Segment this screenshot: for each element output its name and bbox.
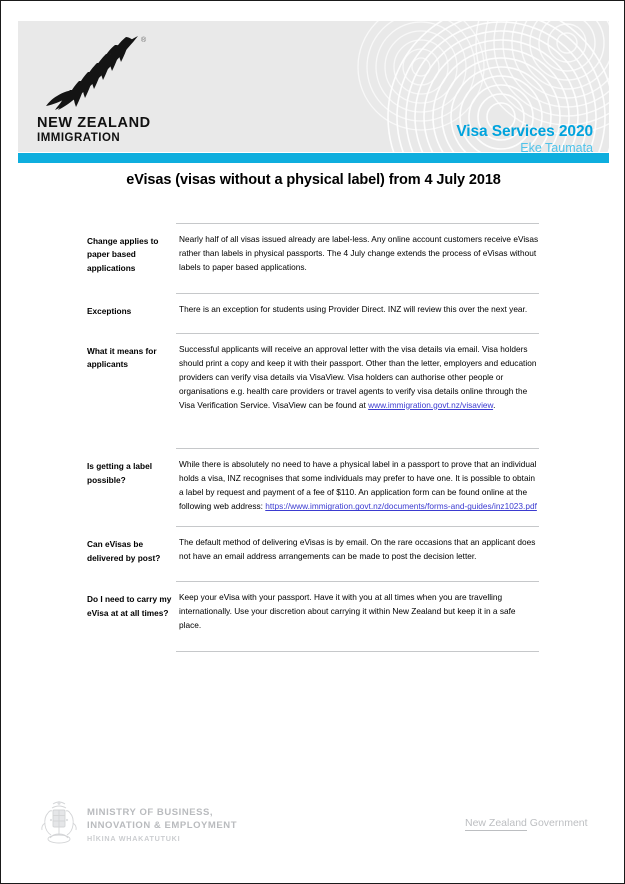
row-body-text: Keep your eVisa with your passport. Have it with you at all times when you are travelling internationally. Use your discretion about carrying it within New Zealand but keep it in a safe place. — [179, 592, 516, 630]
nz-immigration-logo — [36, 31, 176, 151]
nzgovt-underlined-text: New Zealand — [465, 817, 527, 829]
logo-text-immigration: IMMIGRATION — [37, 132, 121, 144]
row-spacer — [87, 412, 539, 448]
accent-rule — [18, 153, 609, 163]
row-spacer — [87, 275, 539, 293]
row-label: Is getting a label possible? — [87, 461, 153, 485]
table-row — [87, 333, 539, 413]
row-spacer — [87, 319, 539, 333]
row-label: Exceptions — [87, 306, 132, 317]
table-row — [87, 581, 539, 633]
brand-title: Visa Services 2020 — [456, 123, 593, 140]
row-body-text-before-link: Successful applicants will receive an approval letter with the visa details via email. Visa holders should print a copy and keep it with their passport. Other than the letter, employers and education providers can verify visa details via VisaView. Visa holders can authorise other people or organisations e.g. health care providers or travel agents to verify visa details online through the Visa Verification Service. VisaView can be found at — [179, 343, 537, 410]
row-body-text: There is an exception for students using Provider Direct. INZ will review this over the next year. — [179, 304, 528, 315]
row-spacer — [87, 514, 539, 526]
table-row — [87, 526, 539, 565]
row-body-text — [179, 458, 539, 514]
nz-coat-of-arms-icon — [39, 799, 79, 847]
silver-fern-icon — [42, 33, 142, 111]
mbie-line-3: HĪKINA WHAKATUTUKI — [87, 833, 181, 843]
registered-trademark-icon: ® — [141, 37, 147, 44]
visa-services-brand — [456, 123, 593, 152]
mbie-line-2: INNOVATION & EMPLOYMENT — [87, 820, 238, 832]
row-body — [176, 333, 539, 413]
logo-text-new-zealand: NEW ZEALAND — [37, 115, 151, 131]
table-row — [87, 448, 539, 514]
row-body-text-after-link: . — [493, 399, 496, 410]
mbie-line-1: MINISTRY OF BUSINESS, — [87, 807, 214, 818]
inz1023-form-link[interactable]: https://www.immigration.govt.nz/documents/forms-and-guides/inz1023.pdf — [265, 501, 537, 512]
row-body-text: Nearly half of all visas issued already are label-less. Any online account customers receive eVisas rather than labels in physical passports. The 4 July change extends the process of eVisas without labels to paper based applications. — [179, 234, 539, 272]
row-spacer — [87, 633, 539, 651]
mbie-logo — [39, 799, 237, 847]
brand-subtitle: Eke Taumata — [520, 141, 593, 152]
page-title: eVisas (visas without a physical label) from 4 July 2018 — [126, 172, 501, 188]
row-body — [176, 448, 539, 514]
row-label: Can eVisas be delivered by post? — [87, 539, 161, 563]
row-label: Change applies to paper based applications — [87, 236, 159, 273]
row-body — [176, 223, 539, 275]
table-closing-rule — [176, 651, 539, 652]
table-row — [87, 223, 539, 275]
nz-government-logo — [465, 817, 588, 829]
nzgovt-plain-text: Government — [526, 817, 588, 829]
table-row — [87, 293, 539, 318]
row-body-text-before-link: While there is absolutely no need to have a physical label in a passport to prove that an individual holds a visa, INZ recognises that some individuals may prefer to have one. It is possible to obtain a label by request and payment of a fee of $110. An application form can be found online at the following web address: — [179, 459, 537, 512]
row-label: What it means for applicants — [87, 345, 157, 370]
content-table — [87, 223, 539, 652]
row-body — [176, 581, 539, 633]
visaview-link[interactable]: www.immigration.govt.nz/visaview — [368, 399, 494, 410]
row-body-text: The default method of delivering eVisas is by email. On the rare occasions that an applicant does not have an email address arrangements can be made to post the decision letter. — [179, 537, 536, 562]
row-body — [176, 293, 539, 317]
mbie-wordmark — [87, 799, 237, 846]
page-footer — [18, 787, 609, 865]
header-banner — [18, 21, 609, 152]
row-body-text — [179, 343, 539, 413]
row-label: Do I need to carry my eVisa at at all times? — [87, 594, 172, 618]
row-body — [176, 526, 539, 564]
row-spacer — [87, 565, 539, 581]
